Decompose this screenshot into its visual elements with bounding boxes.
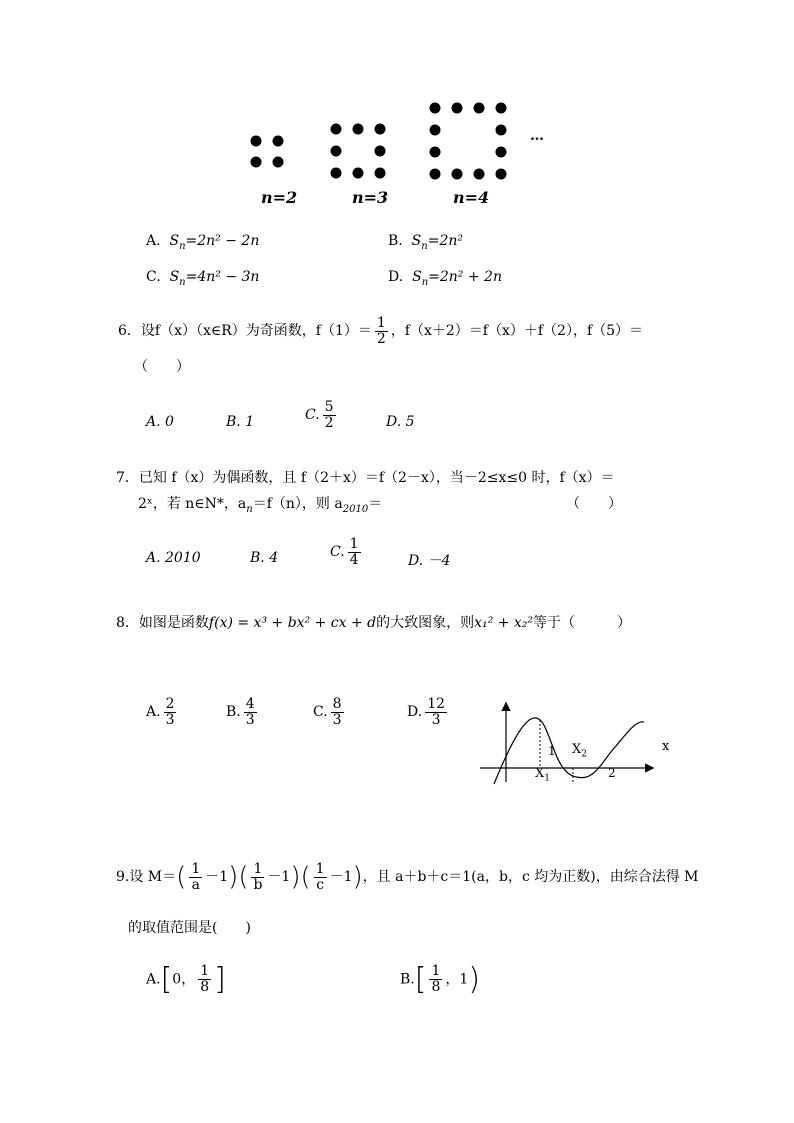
fraction bbox=[331, 697, 344, 727]
graph-label-x1 bbox=[535, 766, 550, 784]
denominator: a bbox=[191, 876, 200, 893]
numerator: 1 bbox=[191, 861, 201, 877]
x2-subscript: 2 bbox=[581, 749, 587, 760]
paren-close: ) bbox=[228, 862, 239, 893]
q9-number: 9.设 M＝ bbox=[116, 869, 177, 886]
option-letter: A. bbox=[146, 233, 161, 249]
option-letter: C. bbox=[313, 704, 328, 721]
denominator: c bbox=[316, 876, 325, 893]
equals: = bbox=[427, 233, 440, 249]
fraction bbox=[189, 862, 202, 892]
denominator: 3 bbox=[431, 711, 441, 728]
q7-option-a: A. 2010 bbox=[146, 550, 201, 566]
numerator: 1 bbox=[253, 861, 263, 877]
bracket-open: [ bbox=[414, 962, 427, 997]
q7-option-c bbox=[330, 537, 364, 567]
q9-stem-line2: 的取值范围是( ) bbox=[128, 920, 251, 936]
graph-x-label: x bbox=[662, 739, 670, 754]
q8-stem bbox=[116, 612, 631, 632]
denominator: 3 bbox=[245, 711, 255, 728]
s-subscript: n bbox=[421, 240, 428, 252]
interval-right: ，1 bbox=[445, 971, 469, 988]
s-subscript: n bbox=[179, 240, 186, 252]
fraction bbox=[198, 964, 211, 994]
option-letter: B. bbox=[388, 233, 403, 249]
q8-number: 8．如图是函数 bbox=[116, 615, 209, 631]
q5-option-b bbox=[388, 233, 463, 252]
numerator: 4 bbox=[245, 696, 255, 712]
q5-option-c bbox=[146, 269, 259, 288]
numerator: 1 bbox=[200, 963, 210, 980]
paren-open: ( bbox=[176, 862, 187, 893]
paren-close: ) bbox=[290, 862, 301, 893]
fraction bbox=[425, 697, 447, 727]
option-letter: C. bbox=[330, 544, 345, 561]
q7-stem-line2 bbox=[138, 493, 382, 515]
numerator: 8 bbox=[332, 696, 342, 712]
q6-text-a: f（x）（x∈R）为奇函数，f（1）＝ bbox=[154, 323, 372, 340]
denominator: 8 bbox=[200, 979, 210, 995]
option-letter: A. bbox=[146, 971, 161, 988]
q7-text-c: ＝f（n），则 a bbox=[252, 496, 343, 512]
q6-text-b: ，f（x＋2）＝f（x）＋f（2），f（5）＝ bbox=[390, 323, 644, 340]
q8-text-tail: 等于（ ） bbox=[533, 615, 631, 631]
denominator: b bbox=[253, 876, 263, 893]
minus-one: －1 bbox=[205, 869, 229, 886]
option-letter: C. bbox=[305, 407, 320, 424]
label-n3: n=3 bbox=[352, 188, 389, 207]
subscript-n: n bbox=[246, 503, 253, 515]
s-subscript: n bbox=[179, 276, 186, 288]
denominator: 4 bbox=[349, 551, 359, 568]
paren-open: ( bbox=[238, 862, 249, 893]
numerator: 2 bbox=[165, 696, 175, 712]
q6-option-d: D. 5 bbox=[386, 414, 415, 430]
fraction bbox=[348, 537, 361, 567]
equals: = bbox=[185, 269, 198, 285]
equals: = bbox=[185, 233, 198, 249]
denominator: 3 bbox=[165, 711, 175, 728]
minus-one: －1 bbox=[329, 869, 353, 886]
subscript-2010: 2010 bbox=[342, 503, 369, 515]
equals: = bbox=[428, 269, 440, 285]
bracket-open: [ bbox=[160, 962, 173, 997]
fraction bbox=[164, 697, 177, 727]
denominator: 2 bbox=[376, 330, 386, 347]
q9-stem bbox=[116, 862, 699, 892]
q8-option-b bbox=[226, 697, 260, 727]
denominator: 8 bbox=[431, 979, 441, 995]
paren-open: ( bbox=[300, 862, 311, 893]
graph-label-1: 1 bbox=[548, 744, 556, 758]
q8-sum-expression: x₁² + x₂² bbox=[474, 615, 533, 631]
q5-d-expression: 2n² + 2n bbox=[439, 269, 502, 285]
bracket-close: ] bbox=[214, 962, 226, 997]
numerator: 1 bbox=[315, 861, 325, 877]
q6-answer-blank: （ ） bbox=[134, 359, 190, 375]
q6-option-a: A. 0 bbox=[146, 414, 174, 430]
denominator: 2 bbox=[324, 414, 334, 431]
fraction bbox=[244, 697, 257, 727]
numerator: 1 bbox=[431, 963, 441, 980]
s-subscript: n bbox=[421, 276, 429, 288]
q9-option-a bbox=[146, 962, 226, 997]
paren-close: ) bbox=[468, 962, 481, 997]
numerator: 12 bbox=[427, 696, 446, 712]
label-n4: n=4 bbox=[453, 188, 490, 207]
q5-c-expression: 4n² − 3n bbox=[197, 269, 260, 285]
graph-label-x2 bbox=[572, 742, 587, 760]
q7-option-b: B. 4 bbox=[250, 550, 279, 566]
option-letter: B. bbox=[226, 704, 241, 721]
ellipsis: … bbox=[530, 128, 544, 144]
equals: ＝ bbox=[368, 496, 383, 512]
denominator: 3 bbox=[332, 711, 342, 728]
minus-one: －1 bbox=[267, 869, 291, 886]
q8-text-mid: 的大致图象，则 bbox=[376, 615, 475, 631]
q7-text-a: 2ˣ，若 n∈N*，a bbox=[138, 496, 247, 512]
fraction-half bbox=[375, 316, 388, 346]
q6-option-c bbox=[305, 400, 339, 430]
q7-answer-blank: （ ） bbox=[566, 496, 622, 512]
fraction bbox=[251, 862, 264, 892]
fraction bbox=[314, 862, 327, 892]
s-symbol: S bbox=[169, 269, 180, 285]
interval-left: 0， bbox=[172, 971, 196, 988]
q6-stem bbox=[118, 316, 643, 346]
x1-subscript: 1 bbox=[544, 773, 550, 784]
graph-label-2: 2 bbox=[608, 766, 616, 780]
x2-letter: X bbox=[572, 742, 582, 757]
q6-number: 6．设 bbox=[118, 323, 155, 340]
q5-option-d bbox=[388, 269, 502, 288]
numerator: 1 bbox=[376, 315, 386, 331]
x1-letter: X bbox=[535, 766, 545, 781]
q9-option-b bbox=[400, 962, 480, 997]
curve bbox=[494, 718, 644, 784]
option-letter: A. bbox=[146, 704, 161, 721]
q8-option-d bbox=[407, 697, 450, 727]
option-letter: D. bbox=[388, 269, 404, 285]
fraction bbox=[323, 400, 336, 430]
q5-option-a bbox=[146, 233, 259, 252]
option-letter: D. bbox=[407, 704, 423, 721]
numerator: 5 bbox=[324, 399, 334, 415]
s-symbol: S bbox=[169, 233, 180, 249]
dot-pattern-figure bbox=[0, 0, 794, 220]
q8-formula: f(x) = x³ + bx² + cx + d bbox=[208, 615, 377, 631]
paren-close: ) bbox=[352, 862, 363, 893]
option-letter: B. bbox=[400, 971, 415, 988]
q7-option-d: D. －4 bbox=[408, 553, 451, 569]
s-symbol: S bbox=[412, 269, 422, 285]
label-n2: n=2 bbox=[261, 188, 298, 207]
q9-text-tail: ，且 a＋b＋c＝1(a，b，c 均为正数)，由综合法得 M bbox=[362, 869, 699, 886]
q6-option-b: B. 1 bbox=[226, 414, 255, 430]
q8-option-a bbox=[146, 697, 179, 727]
q5-a-expression: 2n² − 2n bbox=[197, 233, 260, 249]
q7-stem-line1: 7．已知 f（x）为偶函数，且 f（2＋x）＝f（2－x），当－2≤x≤0 时，f（x）＝ bbox=[116, 470, 615, 486]
q8-option-c bbox=[313, 697, 347, 727]
fraction bbox=[429, 964, 442, 994]
q5-b-expression: 2n² bbox=[439, 233, 463, 249]
s-symbol: S bbox=[411, 233, 422, 249]
option-letter: C. bbox=[146, 269, 161, 285]
numerator: 1 bbox=[349, 536, 359, 552]
